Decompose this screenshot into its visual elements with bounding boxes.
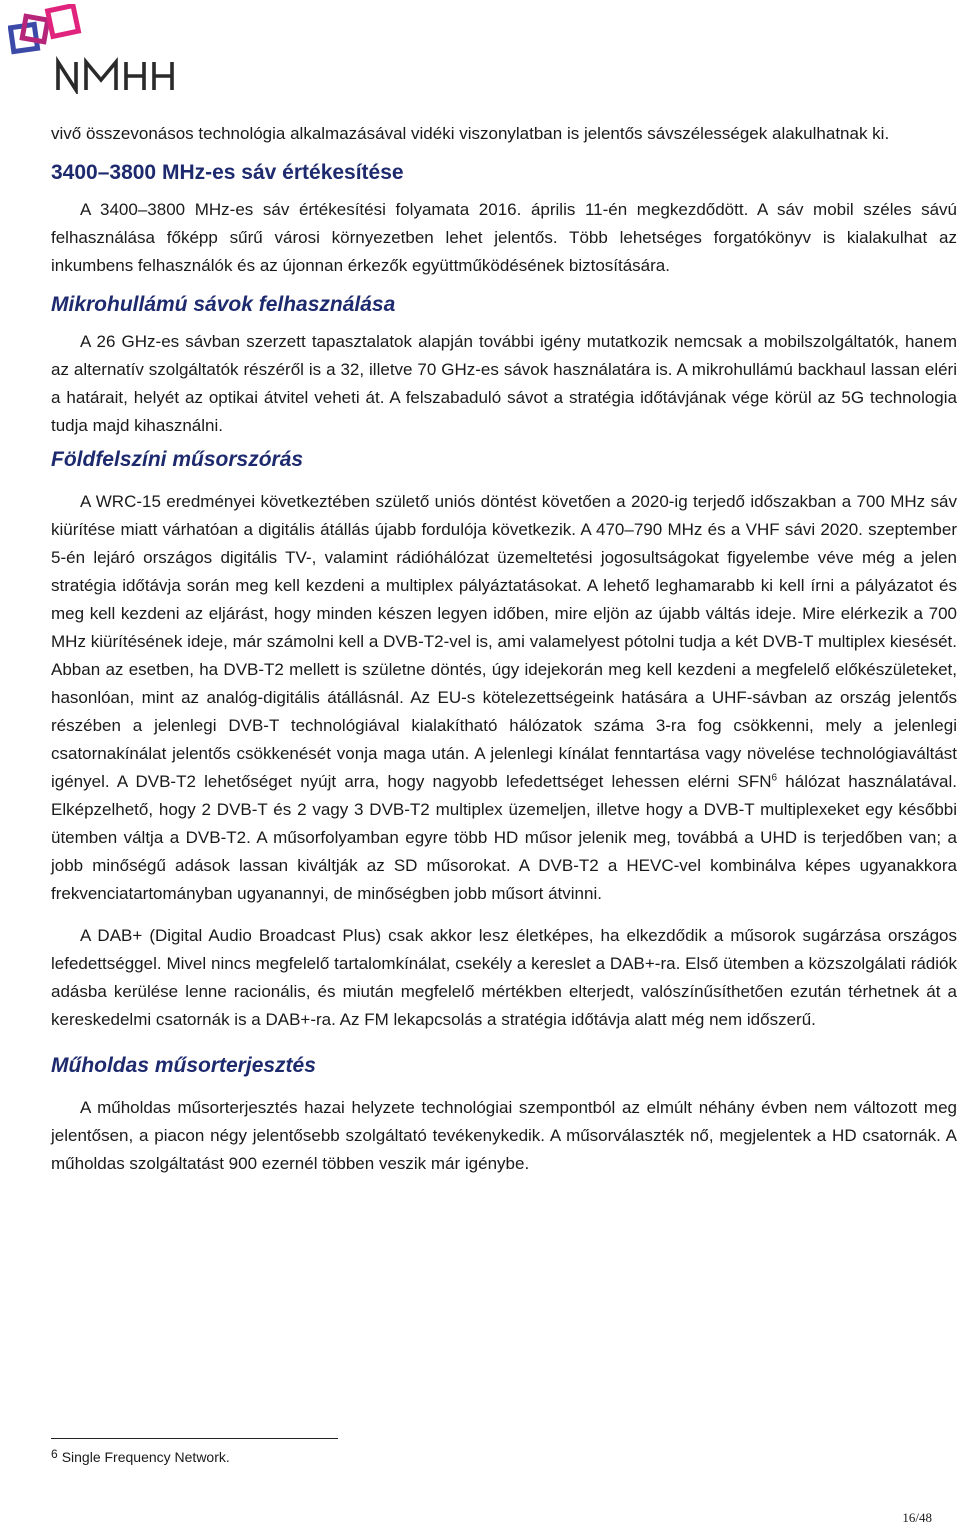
- nmhh-logo-graphic: [8, 4, 183, 94]
- paragraph-muholdas: A műholdas műsorterjesztés hazai helyzete technológiai szempontból az elmúlt néhány évben nem változott meg jelentősen, a piacon négy jelentősebb szolgáltató tevékenykedik. A műsorválaszték nő, megjelentek a HD csatornák. A műholdas szolgáltatást 900 ezernél többen veszik már igénybe.: [51, 1098, 957, 1173]
- page-number: 16/48: [902, 1510, 932, 1525]
- paragraph-foldfelszini-1: [51, 488, 957, 908]
- footnote-reference: 6: [771, 772, 778, 784]
- heading-mikrohullamu-savok: Mikrohullámú sávok felhasználása: [51, 293, 396, 316]
- nmhh-logo: [8, 4, 183, 94]
- footnote-text: Single Frequency Network.: [61, 1449, 230, 1465]
- paragraph-mikrohullamu-savok: A 26 GHz-es sávban szerzett tapasztalatok alapján további igény mutatkozik nemcsak a mobilszolgáltatók, hanem az alternatív szolgáltatók részéről is a 32, illetve 70 GHz-es sávok használatára is. A mikrohullámú backhaul lassan eléri a határait, helyét az optikai átvitel veheti át. A felszabaduló sávot a stratégia időtávjának vége körül az 5G technologia tudja majd kihasználni.: [51, 332, 957, 435]
- footnote-separator: [51, 1438, 338, 1439]
- paragraph-foldfelszini-1-part-b: hálózat használatával. Elképzelhető, hogy 2 DVB-T és 2 vagy 3 DVB-T2 multiplex üzemeljen, illetve hogy a DVB-T multiplexeket egy későbbi ütemben váltja a DVB-T2. A műsorfolyamban egyre több HD műsor jelenik meg, továbbá a UHD is terjedőben van; a jobb minőségű adások lassan kiváltják az SD műsorokat. A DVB-T2 a HEVC-vel kombinálva képes ugyanakkora frekvenciatartományban ugyanannyi, de minőségben jobb műsort átvinni.: [51, 772, 957, 903]
- footnote: [51, 1448, 230, 1466]
- heading-3400-3800-mhz: 3400–3800 MHz-es sáv értékesítése: [51, 161, 404, 184]
- paragraph-foldfelszini-2: A DAB+ (Digital Audio Broadcast Plus) csak akkor lesz életképes, ha elkezdődik a műsorok sugárzása országos lefedettséggel. Mivel nincs megfelelő tartalomkínálat, csekély a kereslet a DAB+-ra. Első ütemben a közszolgálati rádiók adásba kerülése lenne racionális, és miután megfelelő mértékben elterjedt, valószínűsíthetően ezután térhetnek át a kereskedelmi csatornák is a DAB+-ra. Az FM lekapcsolás a stratégia időtávja alatt még nem időszerű.: [51, 926, 957, 1029]
- document-body: [51, 120, 957, 1178]
- continuation-paragraph: vivő összevonásos technológia alkalmazásával vidéki viszonylatban is jelentős sávszélességek alakulhatnak ki.: [51, 124, 890, 143]
- paragraph-3400-3800-mhz: A 3400–3800 MHz-es sáv értékesítési folyamata 2016. április 11-én megkezdődött. A sáv mobil széles sávú felhasználása főképp sűrű városi környezetben lehet jelentős. Több lehetséges forgatókönyv is kialakulhat az inkumbens felhasználók és az újonnan érkezők együttműködésének biztosítására.: [51, 200, 957, 275]
- footnote-number: 6: [51, 1447, 58, 1461]
- heading-foldfelszini-musorszoras: Földfelszíni műsorszórás: [51, 448, 304, 471]
- heading-muholdas-musorterjesztes: Műholdas műsorterjesztés: [51, 1054, 316, 1077]
- paragraph-foldfelszini-1-part-a: A WRC-15 eredményei következtében születő uniós döntést követően a 2020-ig terjedő időszakban a 700 MHz sáv kiürítése miatt várhatóan a digitális átállás újabb fordulója következik. A 470–790 MHz és a VHF sávi 2020. szeptember 5-én lejáró országos digitális TV-, valamint rádióhálózat üzemeltetési jogosultságokat figyelembe véve még a jelen stratégia időtávja során meg kell kezdeni a multiplex pályáztatásokat. A lehető leghamarabb ki kell írni a pályázatot és meg kell kezdeni az eljárást, hogy minden készen legyen időben, mire eljön az újabb váltás ideje. Mire elérkezik a 700 MHz kiürítésének ideje, már számolni kell a DVB-T2-vel is, ami valamelyest pótolni tudja a két DVB-T multiplex kiesését. Abban az esetben, ha DVB-T2 mellett is születne döntés, úgy idejekorán meg kell kezdeni a megfelelő előkészületeket, hasonlóan, mint az analóg-digitális átállásnál. Az EU-s kötelezettségeink hatására a UHF-sávban az ország jelentős részében a jelenlegi DVB-T technológiával kialakítható hálózatok száma 3-ra fog csökkenni, mely a jelenlegi csatornakínálat jelentős csökkenését vonja maga után. A jelenlegi kínálat fenntartása vagy növelése technológiaváltást igényel. A DVB-T2 lehetőséget nyújt arra, hogy nagyobb lefedettséget lehessen elérni SFN: [51, 492, 957, 791]
